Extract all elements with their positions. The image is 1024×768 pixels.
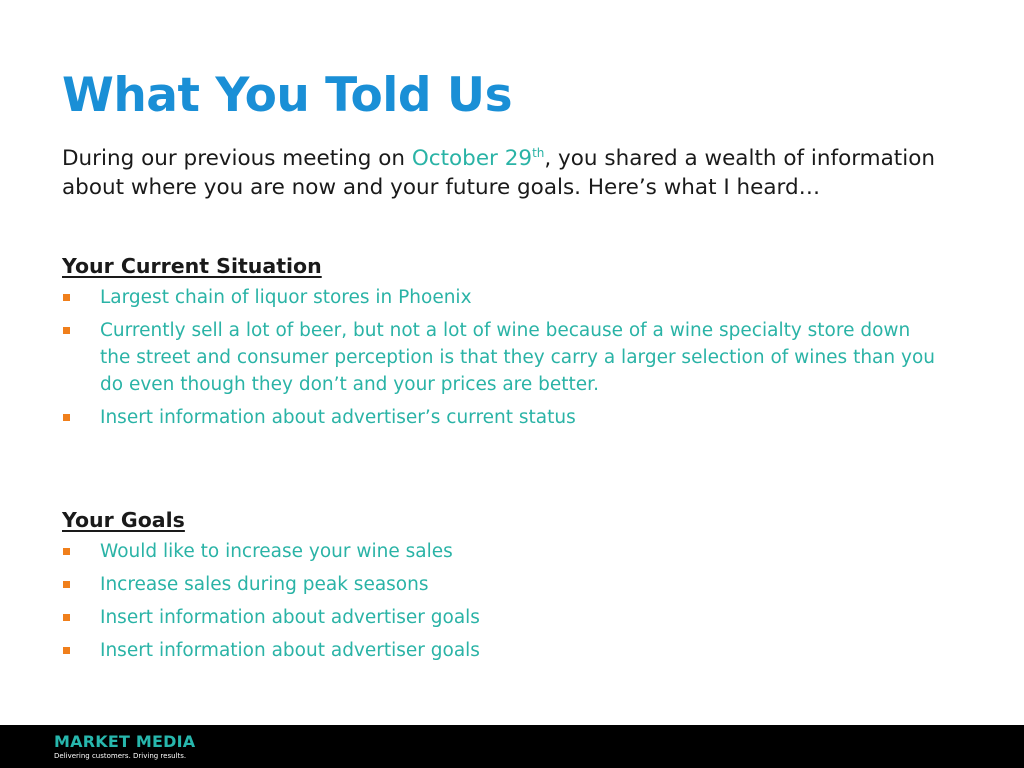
intro-text-end: , you shared a wealth of information about where you are now and your future goals. Here’s what I heard… [62,146,935,200]
list-item [62,571,942,598]
market-media-logo [54,733,195,761]
list-item-text: Insert information about advertiser goals [100,607,480,628]
intro-text-start: During our previous meeting on [62,146,412,171]
list-item [62,604,942,631]
goals-list [62,538,942,664]
list-item-text: Currently sell a lot of beer, but not a lot of wine because of a wine specialty store down the street and consumer perception is that they carry a larger selection of wines than you do even though they don’t and your prices are better. [100,320,935,395]
slide-title: What You Told Us [62,68,513,123]
list-item [62,404,942,431]
square-bullet-icon [63,581,70,588]
current-situation-list [62,284,942,431]
logo-tagline: Delivering customers. Driving results. [54,752,187,760]
intro-paragraph [62,144,942,202]
list-item-text: Largest chain of liquor stores in Phoenix [100,287,472,308]
goals-heading: Your Goals [62,508,185,532]
footer-bar [0,725,1024,768]
square-bullet-icon [63,414,70,421]
list-item [62,284,942,311]
list-item [62,317,942,398]
list-item [62,637,942,664]
meeting-date-day: October 29 [411,146,533,171]
list-item-text: Insert information about advertiser goals [100,640,480,661]
goals-section [62,506,942,670]
current-situation-heading: Your Current Situation [62,254,322,278]
meeting-date [412,146,545,171]
list-item [62,538,942,565]
square-bullet-icon [63,327,70,334]
square-bullet-icon [63,614,70,621]
logo-brand-name: MARKET MEDIA [54,732,196,751]
list-item-text: Increase sales during peak seasons [100,574,429,595]
current-situation-section [62,252,942,437]
square-bullet-icon [63,294,70,301]
list-item-text: Would like to increase your wine sales [100,541,453,562]
square-bullet-icon [63,548,70,555]
meeting-date-suffix: th [532,145,545,160]
square-bullet-icon [63,647,70,654]
list-item-text: Insert information about advertiser’s current status [100,407,576,428]
